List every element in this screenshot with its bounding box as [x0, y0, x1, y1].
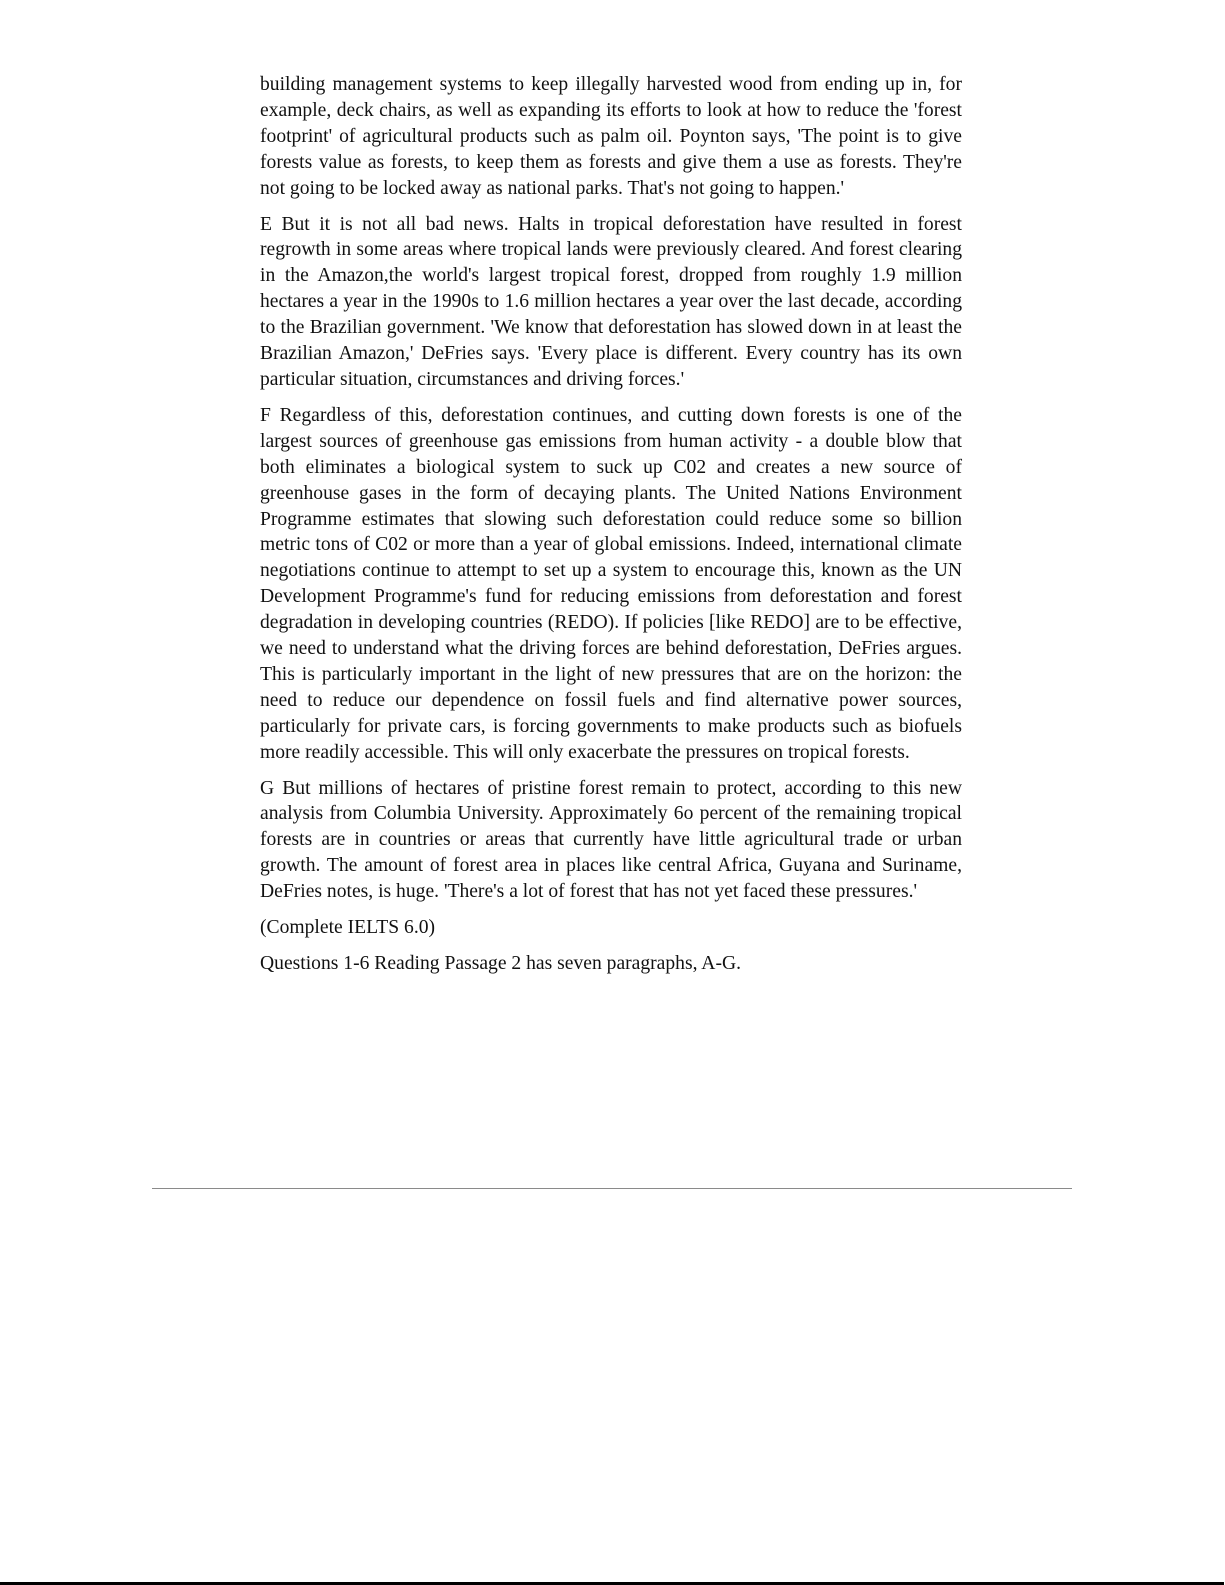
paragraph-f: F Regardless of this, deforestation continues, and cutting down forests is one of the largest sources of greenhouse gas emissions from human activity - a double blow that both eliminates a biological system to suck up C02 and creates a new source of greenhouse gases in the form of decaying plants. The United Nations Environment Programme estimates that slowing such deforestation could reduce some so billion metric tons of C02 or more than a year of global emissions. Indeed, international climate negotiations continue to attempt to set up a system to encourage this, known as the UN Development Programme's fund for reducing emissions from deforestation and forest degradation in developing countries (REDO). If policies [like REDO] are to be effective, we need to understand what the driving forces are behind deforestation, DeFries argues. This is particularly important in the light of new pressures that are on the horizon: the need to reduce our dependence on fossil fuels and find alternative power sources, particularly for private cars, is forcing governments to make products such as biofuels more readily accessible. This will only exacerbate the pressures on tropical forests. [260, 404, 962, 763]
paragraph-g: G But millions of hectares of pristine forest remain to protect, according to this new analysis from Columbia University. Approximately 6o percent of the remaining tropical forests are in countries or areas that currently have little agricultural trade or urban growth. The amount of forest area in places like central Africa, Guyana and Suriname, DeFries notes, is huge. 'There's a lot of forest that has not yet faced these pressures.' [260, 777, 962, 903]
page-divider [152, 1188, 1072, 1189]
source-citation: (Complete IELTS 6.0) [260, 917, 436, 939]
paragraph-e: E But it is not all bad news. Halts in tropical deforestation have resulted in forest regrowth in some areas where tropical lands were previously cleared. And forest clearing in the Amazon,the world's largest tropical forest, dropped from roughly 1.9 million hectares a year in the 1990s to 1.6 million hectares a year over the last decade, according to the Brazilian government. 'We know that deforestation has slowed down in at least the Brazilian Amazon,' DeFries says. 'Every place is different. Every country has its own particular situation, circumstances and driving forces.' [260, 213, 962, 390]
questions-intro: Questions 1-6 Reading Passage 2 has seven paragraphs, A-G. [260, 953, 742, 974]
paragraph-d-continued: building management systems to keep illegally harvested wood from ending up in, for example, deck chairs, as well as expanding its efforts to look at how to reduce the 'forest footprint' of agricultural products such as palm oil. Poynton says, 'The point is to give forests value as forests, to keep them as forests and give them a use as forests. They're not going to be locked away as national parks. That's not going to happen.' [260, 74, 962, 199]
document-body [260, 72, 962, 987]
